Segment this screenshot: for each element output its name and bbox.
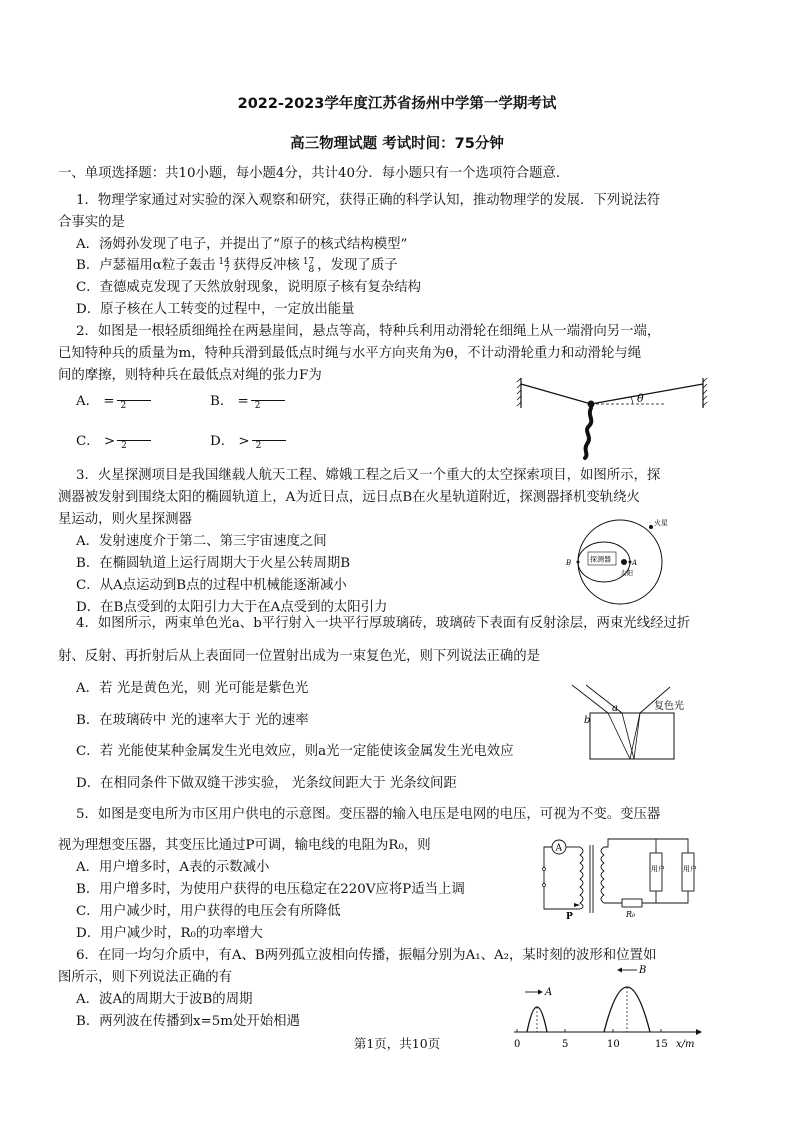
q3-orbit-figure (560, 512, 670, 607)
nuclide-o17: 17 8 (302, 256, 315, 275)
q1-option-b (76, 257, 398, 275)
svg-text:探测器: 探测器 (590, 555, 611, 564)
q4-option-a: A．若 光是黄色光，则 光可能是紫色光 (76, 681, 309, 696)
q1-option-c: C．查德威克发现了天然放射现象，说明原子核有复杂结构 (76, 280, 422, 295)
svg-text:A: A (545, 987, 553, 998)
q4-stem-line2: 射、反射、再折射后从上表面同一位置射出成为一束复色光，则下列说法正确的是 (58, 649, 541, 664)
q5-transformer-figure (538, 833, 700, 921)
svg-text:B: B (566, 559, 572, 567)
svg-text:太阳: 太阳 (620, 569, 633, 577)
q2-option-c-label: C． > (76, 434, 116, 449)
q1-stem-line2: 合事实的是 (58, 215, 125, 230)
svg-text:复色光: 复色光 (654, 701, 684, 712)
q6-stem-line2: 图所示，则下列说法正确的有 (58, 970, 233, 985)
q1-option-b-text2: 获得反冲核 (232, 258, 300, 273)
svg-text:0: 0 (514, 1039, 521, 1050)
q5-option-c: C．用户减少时，用户获得的电压会有所降低 (76, 904, 341, 919)
q4-option-b: B．在玻璃砖中 光的速率大于 光的速率 (76, 713, 309, 728)
q2-fraction-d: 2 (252, 432, 286, 451)
q5-stem-line2: 视为理想变压器，其变压比通过P可调，输电线的电阻为R₀，则 (58, 838, 431, 853)
svg-text:b: b (584, 715, 591, 726)
q2-fraction-b: 2 (251, 392, 285, 411)
svg-text:15: 15 (655, 1039, 668, 1050)
q3-stem-line2: 测器被发射到围绕太阳的椭圆轨道上，A为近日点，远日点B在火星轨道附近，探测器择机变轨绕火 (58, 490, 640, 505)
exam-title: 2022-2023学年度江苏省扬州中学第一学期考试 (237, 96, 557, 112)
q2-option-a (76, 392, 151, 411)
q2-option-a-label: A． = (76, 394, 115, 409)
svg-text:用户: 用户 (683, 865, 697, 873)
q1-stem-line1: 1．物理学家通过对实验的深入观察和研究，获得正确的科学认知，推动物理学的发展．下列说法符 (76, 193, 661, 208)
q5-option-b: B．用户增多时，为使用户获得的电压稳定在220V应将P适当上调 (76, 882, 465, 897)
q6-option-b: B．两列波在传播到x=5m处开始相遇 (76, 1014, 300, 1029)
q3-stem-line1: 3．火星探测项目是我国继载人航天工程、嫦娥工程之后又一个重大的太空探索项目，如图所示，探 (76, 468, 661, 483)
q1-option-b-text1: B．卢瑟福用α粒子轰击 (76, 258, 216, 273)
svg-text:用户: 用户 (651, 865, 665, 873)
q2-option-c (76, 432, 151, 451)
q2-rope-figure (515, 372, 715, 462)
svg-text:5: 5 (562, 1039, 569, 1050)
q2-stem-line1: 2．如图是一根轻质细绳拴在两悬崖间，悬点等高，特种兵利用动滑轮在细绳上从一端滑向另一端， (76, 324, 661, 339)
q1-option-d: D．原子核在人工转变的过程中，一定放出能量 (76, 302, 355, 317)
svg-text:火星: 火星 (654, 519, 668, 527)
svg-text:P: P (566, 912, 573, 921)
q3-stem-line3: 星运动，则火星探测器 (58, 512, 192, 527)
q3-option-a: A．发射速度介于第二、第三宇宙速度之间 (76, 534, 327, 549)
svg-text:A: A (555, 843, 562, 854)
svg-text:θ: θ (637, 392, 644, 405)
q6-stem-line1: 6．在同一均匀介质中，有A、B两列孤立波相向传播，振幅分别为A₁、A₂，某时刻的波形和位置如 (76, 948, 657, 963)
q2-stem-line2: 已知特种兵的质量为m，特种兵滑到最低点时绳与水平方向夹角为θ，不计动滑轮重力和动滑轮与绳 (58, 346, 642, 361)
q4-option-c: C．若 光能使某种金属发生光电效应，则a光一定能使该金属发生光电效应 (76, 744, 514, 759)
q2-option-d-label: D． > (210, 434, 250, 449)
section-heading: 一、单项选择题：共10小题，每小题4分，共计40分．每小题只有一个选项符合题意． (58, 166, 570, 181)
exam-subtitle: 高三物理试题 考试时间：75分钟 (290, 136, 504, 152)
q6-option-a: A．波A的周期大于波B的周期 (76, 992, 253, 1007)
q2-fraction-a: 2 (117, 392, 151, 411)
svg-text:10: 10 (607, 1039, 620, 1050)
q2-option-b (210, 392, 285, 411)
q2-option-d (210, 432, 286, 451)
q2-stem-line3: 间的摩擦，则特种兵在最低点对绳的张力F为 (58, 368, 322, 383)
q4-option-d: D．在相同条件下做双缝干涉实验， 光条纹间距大于 光条纹间距 (76, 776, 457, 791)
q5-stem-line1: 5．如图是变电所为市区用户供电的示意图。变压器的输入电压是电网的电压，可视为不变。变压器 (76, 807, 661, 822)
q5-option-d: D．用户减少时，R₀的功率增大 (76, 926, 263, 941)
q3-option-d: D．在B点受到的太阳引力大于在A点受到的太阳引力 (76, 600, 388, 615)
q4-glass-block-figure (570, 683, 710, 765)
svg-text:a: a (612, 703, 618, 714)
q3-option-b: B．在椭圆轨道上运行周期大于火星公转周期B (76, 556, 351, 571)
q2-fraction-c: 2 (117, 432, 151, 451)
svg-text:x/m: x/m (676, 1039, 695, 1050)
page-footer: 第1页，共10页 (353, 1036, 441, 1051)
q2-option-b-label: B． = (210, 394, 249, 409)
svg-text:B: B (639, 965, 647, 976)
svg-text:A: A (632, 559, 638, 567)
q3-option-c: C．从A点运动到B点的过程中机械能逐渐减小 (76, 578, 347, 593)
q4-stem-line1: 4．如图所示，两束单色光a、b平行射入一块平行厚玻璃砖，玻璃砖下表面有反射涂层，两束光线经过折 (76, 616, 691, 631)
svg-text:R₀: R₀ (626, 910, 636, 919)
q1-option-a: A．汤姆孙发现了电子，并提出了“原子的核式结构模型” (76, 237, 408, 252)
nuclide-n14: 14 7 (218, 256, 230, 275)
q1-option-b-text3: ，发现了质子 (317, 258, 398, 273)
q5-option-a: A．用户增多时，A表的示数减小 (76, 860, 270, 875)
